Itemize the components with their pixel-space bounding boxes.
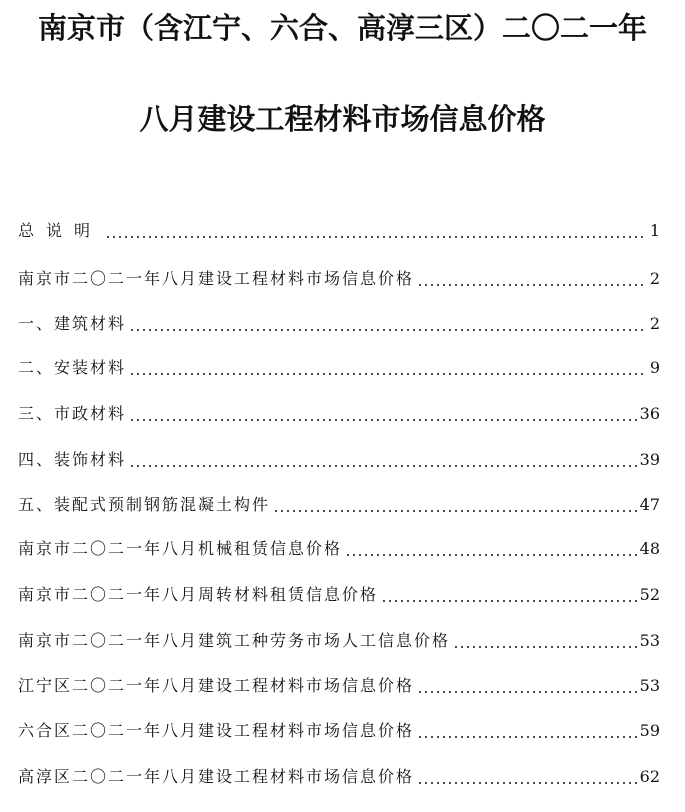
toc-entry-label: 一、建筑材料 xyxy=(18,314,127,333)
toc-entry[interactable] xyxy=(18,622,660,652)
toc-entry-page: 39 xyxy=(639,450,660,469)
toc-entry[interactable] xyxy=(18,260,660,290)
toc-entry-page: 1 xyxy=(649,221,660,240)
toc-dot-leader xyxy=(345,554,637,556)
toc-dot-leader xyxy=(273,510,637,512)
toc-entry[interactable] xyxy=(18,305,660,335)
toc-entry-label: 高淳区二〇二一年八月建设工程材料市场信息价格 xyxy=(18,767,415,786)
toc-dot-leader xyxy=(417,736,637,738)
toc-entry-page: 52 xyxy=(639,585,660,604)
toc-dot-leader xyxy=(417,284,647,286)
toc-entry[interactable] xyxy=(18,212,660,242)
toc-entry-label: 南京市二〇二一年八月机械租赁信息价格 xyxy=(18,539,343,558)
toc-dot-leader xyxy=(129,419,637,421)
toc-entry-label: 南京市二〇二一年八月建筑工种劳务市场人工信息价格 xyxy=(18,631,451,650)
toc-entry-page: 9 xyxy=(649,358,660,377)
toc-entry[interactable] xyxy=(18,441,660,471)
toc-entry-label: 江宁区二〇二一年八月建设工程材料市场信息价格 xyxy=(18,676,415,695)
toc-entry[interactable] xyxy=(18,349,660,379)
toc-dot-leader xyxy=(417,691,637,693)
page-title-line-2: 八月建设工程材料市场信息价格 xyxy=(139,102,546,136)
toc-entry-label: 总说明 xyxy=(18,221,103,240)
toc-entry[interactable] xyxy=(18,576,660,606)
toc-entry-label: 二、安装材料 xyxy=(18,358,127,377)
toc-dot-leader xyxy=(381,600,637,602)
toc-dot-leader xyxy=(417,782,637,784)
page-title-line-1: 南京市（含江宁、六合、高淳三区）二〇二一年 xyxy=(37,11,647,45)
toc-entry[interactable] xyxy=(18,712,660,742)
toc-entry[interactable] xyxy=(18,530,660,560)
toc-entry-label: 南京市二〇二一年八月建设工程材料市场信息价格 xyxy=(18,269,415,288)
toc-entry-page: 47 xyxy=(639,495,660,514)
toc-entry-page: 2 xyxy=(649,269,660,288)
toc-entry-label: 南京市二〇二一年八月周转材料租赁信息价格 xyxy=(18,585,379,604)
toc-entry-page: 53 xyxy=(639,676,660,695)
toc-dot-leader xyxy=(129,373,647,375)
toc-entry-label: 六合区二〇二一年八月建设工程材料市场信息价格 xyxy=(18,721,415,740)
toc-dot-leader xyxy=(129,329,647,331)
toc-entry-page: 36 xyxy=(639,404,660,423)
toc-entry-page: 59 xyxy=(639,721,660,740)
toc-entry-label: 三、市政材料 xyxy=(18,404,127,423)
toc-entry[interactable] xyxy=(18,758,660,788)
toc-entry-page: 48 xyxy=(639,539,660,558)
toc-entry-label: 五、装配式预制钢筋混凝土构件 xyxy=(18,495,271,514)
toc-entry-page: 62 xyxy=(639,767,660,786)
toc-entry-label: 四、装饰材料 xyxy=(18,450,127,469)
toc-dot-leader xyxy=(129,465,637,467)
toc-dot-leader xyxy=(453,646,637,648)
toc-entry-page: 2 xyxy=(649,314,660,333)
toc-entry-page: 53 xyxy=(639,631,660,650)
toc-entry[interactable] xyxy=(18,486,660,516)
toc-entry[interactable] xyxy=(18,395,660,425)
toc-dot-leader xyxy=(105,236,647,238)
toc-entry[interactable] xyxy=(18,667,660,697)
